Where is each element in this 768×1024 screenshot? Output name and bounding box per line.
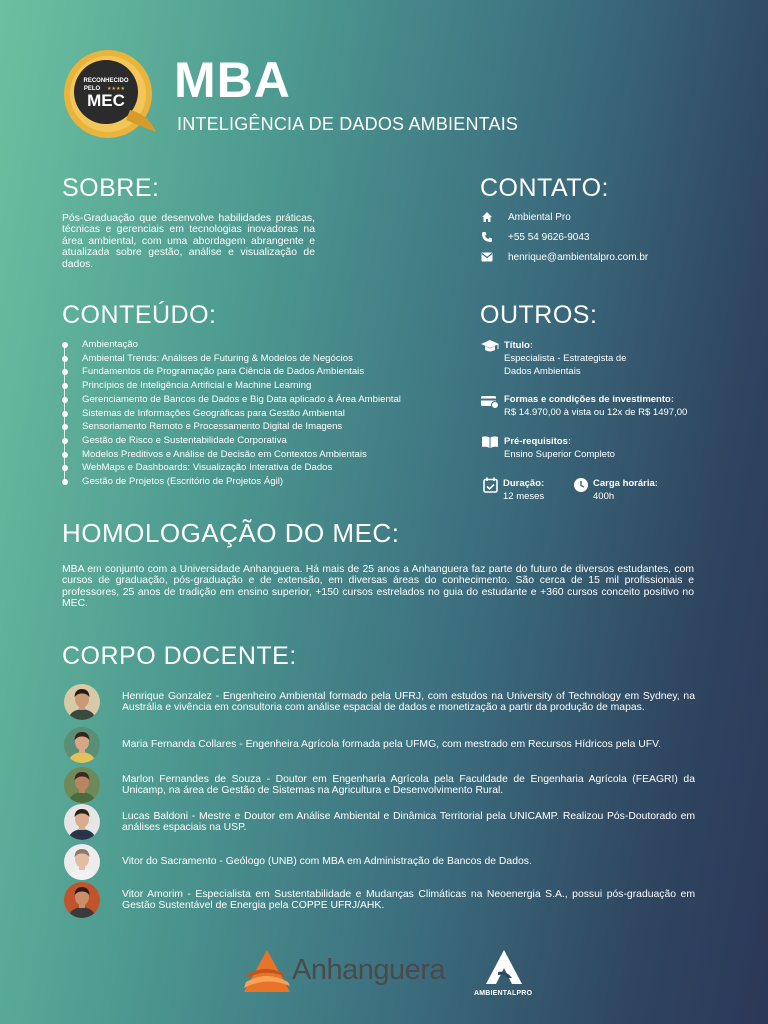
outros-duracao <box>483 477 544 503</box>
docente-item <box>64 882 696 918</box>
duracao-value: 12 meses <box>503 491 545 502</box>
sobre-text: Pós-Graduação que desenvolve habilidades práticas, técnicas e gerenciais em tecnologias inovadoras na área ambiental, com uma abordagem abrangente e atualizada sobre gestão, análise e visualização de dados. <box>62 213 315 270</box>
contato-heading: CONTATO: <box>480 174 609 202</box>
calendar-check-icon <box>483 477 499 493</box>
conteudo-item: Princípios de Inteligência Artificial e Machine Learning <box>62 379 401 393</box>
duracao-label: Duração: <box>503 478 545 489</box>
outros-prerequisitos <box>480 435 615 461</box>
prerequisitos-label: Pré-requisitos: <box>504 436 572 447</box>
docente-item <box>64 727 696 763</box>
outros-heading: OUTROS: <box>480 301 598 329</box>
outros-titulo <box>480 339 627 378</box>
avatar <box>64 882 100 918</box>
conteudo-item: Ambiental Trends: Análises de Futuring & Modelos de Negócios <box>62 352 401 366</box>
svg-text:RECONHECIDO: RECONHECIDO <box>83 78 129 84</box>
docente-item <box>64 844 696 880</box>
conteudo-item: Fundamentos de Programação para Ciência de Dados Ambientais <box>62 365 401 379</box>
docente-item <box>64 804 696 840</box>
docentes-heading: CORPO DOCENTE: <box>62 642 297 670</box>
prerequisitos-value: Ensino Superior Completo <box>504 449 615 460</box>
conteudo-item: Ambientação <box>62 338 401 352</box>
svg-text:★★★★: ★★★★ <box>107 86 125 92</box>
clock-icon <box>573 477 589 493</box>
contact-email-text: henrique@ambientalpro.com.br <box>508 251 649 263</box>
docente-text: Vitor Amorim - Especialista em Sustentabilidade e Mudanças Climáticas na Neoenergia S.A., possui pós-graduação em Gestão Sustentável de Energia pela COPPE UFRJ/AHK. <box>122 888 695 911</box>
contact-phone-text: +55 54 9626-9043 <box>508 231 590 243</box>
page-title: MBA <box>174 52 291 108</box>
conteudo-item: Sistemas de Informações Geográficas para Gestão Ambiental <box>62 407 401 421</box>
homologacao-text: MBA em conjunto com a Universidade Anhanguera. Há mais de 25 anos a Anhanguera faz parte do futuro de diversos estudantes, com cursos de graduação, pós-graduação e de extensão, em diversas áreas do conhecimento. São cerca de 15 mil profissionais e professores, 25 anos de tradição em ensino superior, +150 cursos estrelados no guia do estudante e +360 cursos conceito positivo no MEC. <box>62 564 694 610</box>
mec-recognition-badge <box>60 48 160 140</box>
home-icon <box>480 210 494 224</box>
avatar <box>64 844 100 880</box>
docente-text: Maria Fernanda Collares - Engenheira Agrícola formada pela UFMG, com mestrado em Recursos Hídricos pela UFV. <box>122 739 661 751</box>
investimento-value: R$ 14.970,00 à vista ou 12x de R$ 1497,00 <box>504 407 688 418</box>
docente-text: Marlon Fernandes de Souza - Doutor em Engenharia Agrícola pela Faculdade de Engenharia Agrícola (FEAGRI) da Unicamp, na área de Gestão de Sistemas na Agricultura e Desenvolvimento Rural. <box>122 773 695 796</box>
docente-text: Henrique Gonzalez - Engenheiro Ambiental formado pela UFRJ, com estudos na University of Technology em Sydney, na Austrália e vivência em consultoria com análise espacial de dados e monetização a partir da produção de mapas. <box>122 690 695 713</box>
anhanguera-logo-icon <box>242 948 292 994</box>
sobre-heading: SOBRE: <box>62 174 160 202</box>
avatar <box>64 727 100 763</box>
conteudo-item: Modelos Preditivos e Análise de Decisão em Contextos Ambientais <box>62 448 401 462</box>
card-money-icon <box>480 393 500 409</box>
conteudo-list <box>62 338 401 489</box>
docente-text: Vitor do Sacramento - Geólogo (UNB) com MBA em Administração de Bancos de Dados. <box>122 856 532 868</box>
conteudo-item: Gestão de Projetos (Escritório de Projetos Ágil) <box>62 475 401 489</box>
carga-label: Carga horária: <box>593 478 658 489</box>
conteudo-item: WebMaps e Dashboards: Visualização Interativa de Dados <box>62 461 401 475</box>
docente-item <box>64 767 696 803</box>
avatar <box>64 804 100 840</box>
anhanguera-logo-text: Anhanguera <box>292 954 446 986</box>
conteudo-item: Gerenciamento de Bancos de Dados e Big Data aplicado à Área Ambiental <box>62 393 401 407</box>
titulo-value-2: Dados Ambientais <box>504 366 581 377</box>
mail-icon <box>480 250 494 264</box>
graduation-cap-icon <box>480 339 500 355</box>
ambientalpro-logo <box>472 948 536 1002</box>
contact-list <box>480 207 720 267</box>
avatar <box>64 767 100 803</box>
open-book-icon <box>480 435 500 451</box>
ambientalpro-logo-text: AMBIENTALPRO <box>474 990 533 997</box>
outros-investimento <box>480 393 687 419</box>
conteudo-heading: CONTEÚDO: <box>62 301 217 329</box>
carga-value: 400h <box>593 491 615 502</box>
docente-item <box>64 684 696 720</box>
svg-text:MEC: MEC <box>87 91 125 110</box>
titulo-label: Título: <box>504 340 534 351</box>
avatar <box>64 684 100 720</box>
page-subtitle: INTELIGÊNCIA DE DADOS AMBIENTAIS <box>177 114 519 134</box>
titulo-value-1: Especialista - Estrategista de <box>504 353 627 364</box>
docente-text: Lucas Baldoni - Mestre e Doutor em Análise Ambiental e Dinâmica Territorial pela UNICAMP. Realizou Pós-Doutorado em análises espaciais na USP. <box>122 810 695 833</box>
homologacao-heading: HOMOLOGAÇÃO DO MEC: <box>62 518 400 548</box>
svg-text:PELO: PELO <box>83 86 101 92</box>
contact-email[interactable] <box>480 247 720 267</box>
conteudo-item: Sensoriamento Remoto e Processamento Digital de Imagens <box>62 420 401 434</box>
contact-company-text: Ambiental Pro <box>508 211 571 223</box>
contact-phone[interactable] <box>480 227 720 247</box>
phone-icon <box>480 230 494 244</box>
investimento-label: Formas e condições de investimento: <box>504 394 674 405</box>
anhanguera-logo <box>242 948 452 998</box>
conteudo-item: Gestão de Risco e Sustentabilidade Corporativa <box>62 434 401 448</box>
ambientalpro-logo-icon <box>484 948 524 986</box>
outros-carga-horaria <box>573 477 658 503</box>
contact-company <box>480 207 720 227</box>
